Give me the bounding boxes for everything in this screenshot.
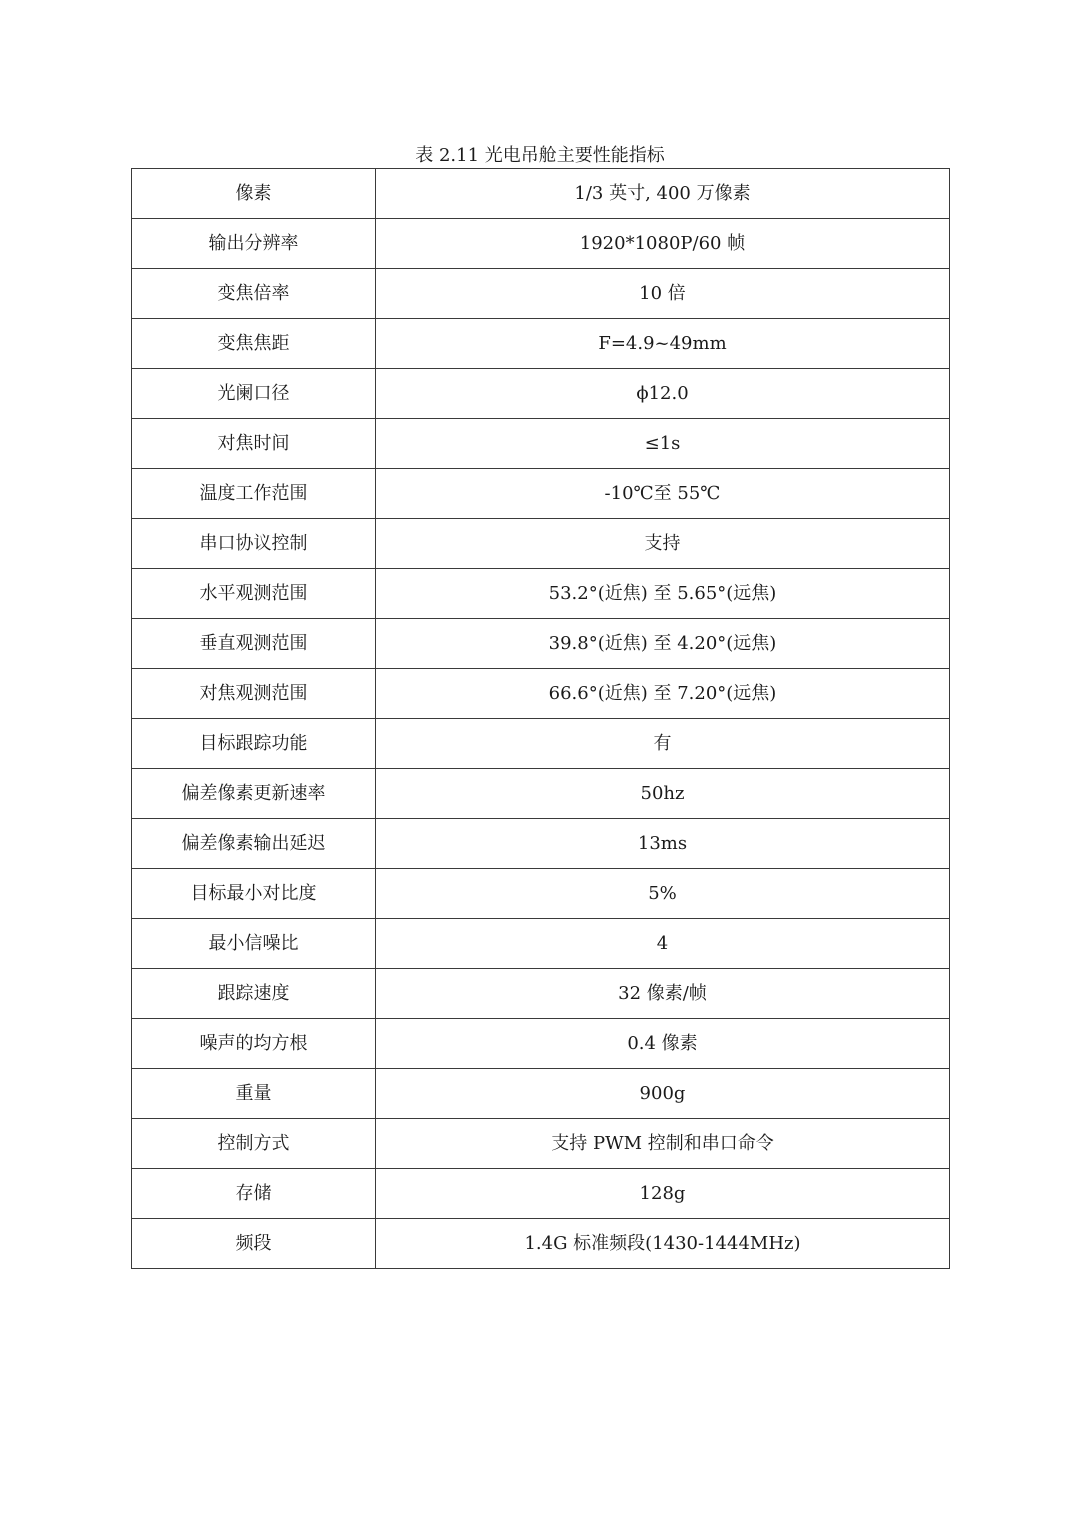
param-cell: 存储 (132, 1169, 376, 1219)
param-cell: 噪声的均方根 (132, 1019, 376, 1069)
table-row (132, 1019, 950, 1069)
param-cell: 输出分辨率 (132, 219, 376, 269)
value-cell: 4 (376, 919, 950, 969)
value-cell: 支持 PWM 控制和串口命令 (376, 1119, 950, 1169)
value-cell: 0.4 像素 (376, 1019, 950, 1069)
value-cell: 32 像素/帧 (376, 969, 950, 1019)
table-row (132, 269, 950, 319)
value-cell: ϕ12.0 (376, 369, 950, 419)
table-row (132, 819, 950, 869)
value-cell: -10℃至 55℃ (376, 469, 950, 519)
param-cell: 重量 (132, 1069, 376, 1119)
table-row (132, 319, 950, 369)
value-cell: 66.6°(近焦) 至 7.20°(远焦) (376, 669, 950, 719)
value-cell: 50hz (376, 769, 950, 819)
value-cell: ≤1s (376, 419, 950, 469)
param-cell: 对焦时间 (132, 419, 376, 469)
table-row (132, 1169, 950, 1219)
value-cell: 有 (376, 719, 950, 769)
table-caption: 表 2.11 光电吊舱主要性能指标 (415, 145, 665, 166)
value-cell: 900g (376, 1069, 950, 1119)
param-cell: 控制方式 (132, 1119, 376, 1169)
param-cell: 像素 (132, 169, 376, 219)
param-cell: 目标跟踪功能 (132, 719, 376, 769)
table-row (132, 619, 950, 669)
param-cell: 偏差像素输出延迟 (132, 819, 376, 869)
table-row (132, 519, 950, 569)
param-cell: 跟踪速度 (132, 969, 376, 1019)
table-row (132, 719, 950, 769)
value-cell: 1920*1080P/60 帧 (376, 219, 950, 269)
table-row (132, 769, 950, 819)
param-cell: 串口协议控制 (132, 519, 376, 569)
spec-table-body (132, 169, 950, 1269)
table-row (132, 669, 950, 719)
param-cell: 水平观测范围 (132, 569, 376, 619)
table-row (132, 919, 950, 969)
value-cell: F=4.9~49mm (376, 319, 950, 369)
value-cell: 13ms (376, 819, 950, 869)
table-row (132, 169, 950, 219)
param-cell: 对焦观测范围 (132, 669, 376, 719)
param-cell: 垂直观测范围 (132, 619, 376, 669)
value-cell: 5% (376, 869, 950, 919)
value-cell: 1.4G 标准频段(1430-1444MHz) (376, 1219, 950, 1269)
table-row (132, 219, 950, 269)
param-cell: 光阑口径 (132, 369, 376, 419)
value-cell: 10 倍 (376, 269, 950, 319)
param-cell: 目标最小对比度 (132, 869, 376, 919)
table-row (132, 419, 950, 469)
param-cell: 温度工作范围 (132, 469, 376, 519)
param-cell: 变焦倍率 (132, 269, 376, 319)
value-cell: 支持 (376, 519, 950, 569)
param-cell: 最小信噪比 (132, 919, 376, 969)
param-cell: 变焦焦距 (132, 319, 376, 369)
param-cell: 偏差像素更新速率 (132, 769, 376, 819)
table-row (132, 1069, 950, 1119)
table-row (132, 469, 950, 519)
table-row (132, 1219, 950, 1269)
value-cell: 53.2°(近焦) 至 5.65°(远焦) (376, 569, 950, 619)
value-cell: 128g (376, 1169, 950, 1219)
table-row (132, 569, 950, 619)
table-row (132, 969, 950, 1019)
table-row (132, 1119, 950, 1169)
param-cell: 频段 (132, 1219, 376, 1269)
table-row (132, 869, 950, 919)
table-row (132, 369, 950, 419)
value-cell: 1/3 英寸, 400 万像素 (376, 169, 950, 219)
spec-table (131, 168, 950, 1269)
value-cell: 39.8°(近焦) 至 4.20°(远焦) (376, 619, 950, 669)
